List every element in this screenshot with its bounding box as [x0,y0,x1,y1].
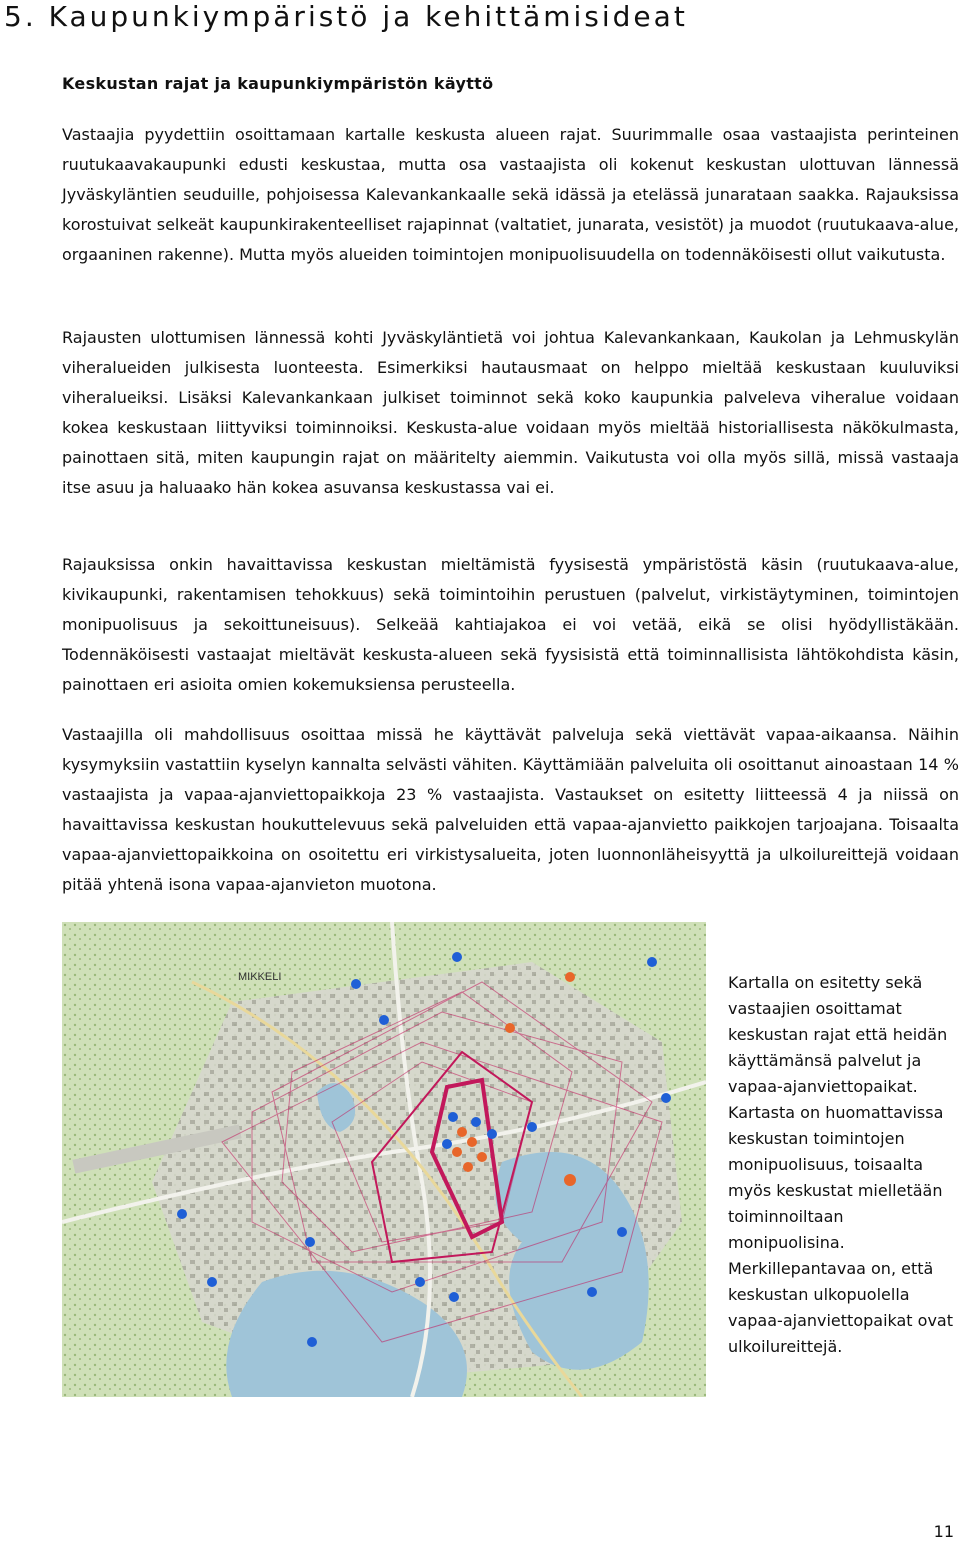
paragraph-1: Vastaajia pyydettiin osoittamaan kartalle keskusta alueen rajat. Suurimmalle osaa vastaajista perinteinen ruutukaavakaupunki edusti keskustaa, mutta osa vastaajista oli kokenut keskustan ulottuvan lännessä Jyväskyläntien seuduille, pohjoisessa Kalevankankaalle sekä idässä ja etelässä junarataan saakka. Rajauksissa korostuivat selkeät kaupunkirakenteelliset rajapinnat (valtatiet, junarata, vesistöt) ja muodot (ruutukaava-alue, orgaaninen rakenne). Mutta myös alueiden toimintojen monipuolisuudella on todennäköisesti ollut vaikutusta. [62,125,959,264]
leisure-marker [448,1112,458,1122]
leisure-marker [452,952,462,962]
leisure-marker [207,1277,217,1287]
map-caption: Kartalla on esitetty sekä vastaajien osoittamat keskustan rajat että heidän käyttämänsä palvelut ja vapaa-ajanviettopaikat. Kartasta on huomattavissa keskustan toimintojen monipuolisuus, toisaalta myös keskustat mielletään toiminnoiltaan monipuolisina. Merkillepantavaa on, että keskustan ulkopuolella vapaa-ajanviettopaikat ovat ulkoilureittejä. [728,973,953,1356]
leisure-marker [351,979,361,989]
leisure-marker [471,1117,481,1127]
paragraph-4: Vastaajilla oli mahdollisuus osoittaa missä he käyttävät palveluja sekä viettävät vapaa-aikaansa. Näihin kysymyksiin vastattiin kyselyn kannalta selvästi vähiten. Käyttämiään palveluita oli osoittanut ainoastaan 14 % vastaajista ja vapaa-ajanviettopaikkoja 23 % vastaajista. Vastaukset on esitetty liitteessä 4 ja niissä on havaittavissa keskustan houkuttelevuus sekä palveluiden että vapaa-ajanvietto paikkojen tarjoajana. Toisaalta vapaa-ajanviettopaikkoina on osoitettu eri virkistysalueita, joten luonnonläheisyyttä ja ulkoilureittejä voidaan pitää yhtenä isona vapaa-ajanvieton muotona. [62,725,959,894]
leisure-marker [307,1337,317,1347]
service-marker [477,1152,487,1162]
service-marker [467,1137,477,1147]
leisure-marker [415,1277,425,1287]
leisure-marker [449,1292,459,1302]
leisure-marker [587,1287,597,1297]
leisure-marker [527,1122,537,1132]
service-marker [565,972,575,982]
subsection-heading: Keskustan rajat ja kaupunkiympäristön käyttö [62,74,494,93]
service-marker [505,1023,515,1033]
leisure-marker [305,1237,315,1247]
service-marker [457,1127,467,1137]
leisure-marker [379,1015,389,1025]
leisure-marker [442,1139,452,1149]
leisure-marker [647,957,657,967]
page-number: 11 [933,1522,954,1541]
section-heading: 5. Kaupunkiympäristö ja kehittämisideat [4,0,688,33]
leisure-marker [661,1093,671,1103]
service-marker [452,1147,462,1157]
service-marker [564,1174,576,1186]
service-marker [463,1162,473,1172]
leisure-marker [177,1209,187,1219]
leisure-marker [487,1129,497,1139]
paragraph-2: Rajausten ulottumisen lännessä kohti Jyväskyläntietä voi johtua Kalevankankaan, Kaukolan ja Lehmuskylän viheralueiden julkisesta luonteesta. Esimerkiksi hautausmaat on helppo mieltää keskustaan kuuluviksi viheralueiksi. Lisäksi Kalevankankaan julkiset toiminnot sekä koko kaupunkia palveleva viheralue voidaan kokea keskustaan liittyviksi toiminnoiksi. Keskusta-alue voidaan myös mieltää historiallisesta näkökulmasta, painottaen sitä, miten kaupungin rajat on määritelty aiemmin. Vaikutusta voi olla myös sillä, missä vastaaja itse asuu ja haluaako hän kokea asuvansa keskustassa vai ei. [62,328,959,497]
paragraph-3: Rajauksissa onkin havaittavissa keskustan mieltämistä fyysisestä ympäristöstä käsin (ruutukaava-alue, kivikaupunki, rakentamisen tehokkuus) sekä toimintoihin perustuen (palvelut, virkistäytyminen, toimintojen monipuolisuus ja sekoittuneisuus). Selkeää kahtiajakoa ei voi vetää, eikä se olisi hyödyllistäkään. Todennäköisesti vastaajat mieltävät keskusta-alueen sekä fyysisistä että toiminnallisista lähtökohdista käsin, painottaen eri asioita omien kokemuksiensa perusteella. [62,555,959,694]
leisure-marker [617,1227,627,1237]
city-map [62,922,706,1397]
map-label: MIKKELI [238,971,282,983]
